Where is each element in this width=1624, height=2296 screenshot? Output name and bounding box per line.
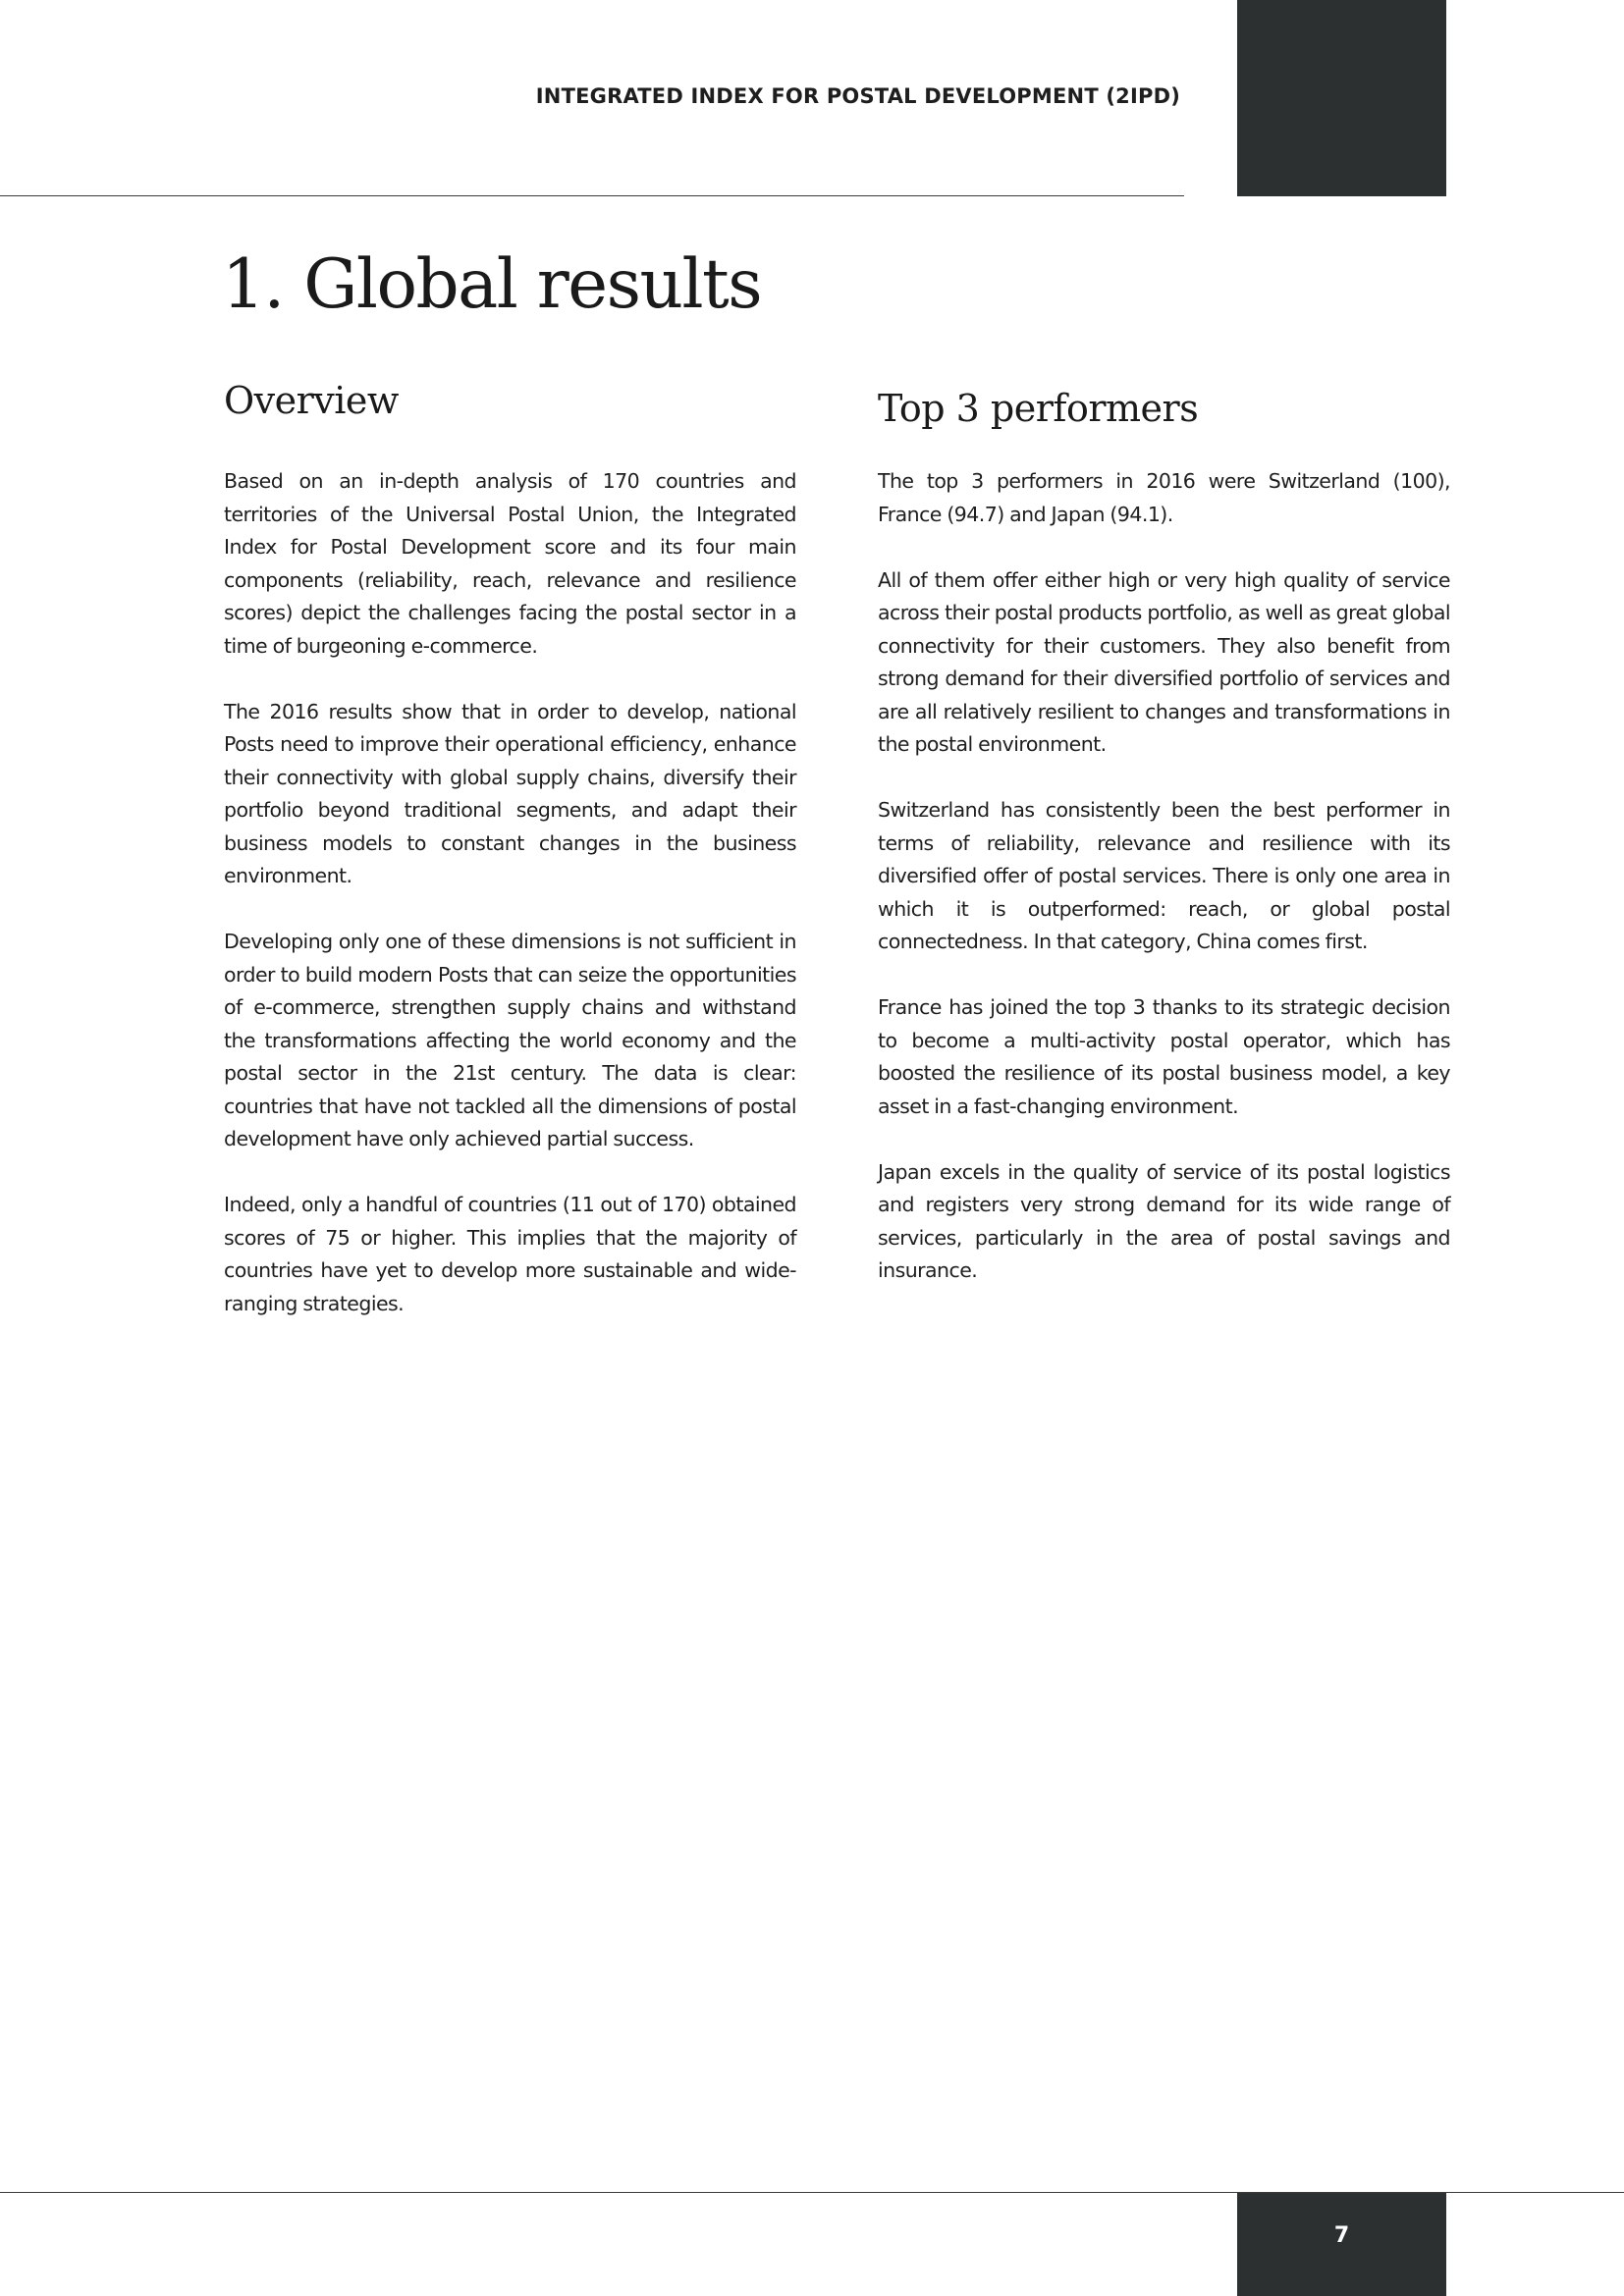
top-performers-paragraph: All of them offer either high or very high quality of service across their postal products portfolio, as well as great global connectivity for their customers. They also benefit from strong demand for their diversified portfolio of services and are all relatively resilient to changes and transformations in the postal environment. bbox=[878, 567, 1450, 756]
page-number: 7 bbox=[1333, 2223, 1350, 2248]
top-performers-heading: Top 3 performers bbox=[878, 387, 1199, 430]
top-performers-paragraph: France has joined the top 3 thanks to its strategic decision to become a multi-activity postal operator, which has boosted the resilience of its postal business model, a key asset in a fast-changing environment. bbox=[878, 995, 1450, 1118]
top-performers-section bbox=[878, 387, 1450, 1320]
top-performers-paragraph: Japan excels in the quality of service of its postal logistics and registers very strong demand for its wide range of services, particularly in the area of postal savings and insurance. bbox=[878, 1159, 1450, 1282]
overview-paragraph: Developing only one of these dimensions is not sufficient in order to build modern Posts that can seize the opportunities of e-commerce, strengthen supply chains and withstand the transformations affecting the world economy and the postal sector in the 21st century. The data is clear: countries that have not tackled all the dimensions of postal development have only achieved partial success. bbox=[224, 930, 796, 1150]
running-header: INTEGRATED INDEX FOR POSTAL DEVELOPMENT (2IPD) bbox=[535, 84, 1180, 108]
header-divider bbox=[0, 195, 1184, 196]
overview-section bbox=[224, 379, 796, 1354]
top-performers-paragraph: Switzerland has consistently been the best performer in terms of reliability, relevance and resilience with its diversified offer of postal services. There is only one area in which it is outperformed: reach, or global postal connectedness. In that category, China comes first. bbox=[878, 798, 1450, 953]
overview-heading: Overview bbox=[224, 379, 399, 422]
overview-paragraph: Based on an in-depth analysis of 170 countries and territories of the Universal Postal Union, the Integrated Index for Postal Development score and its four main components (reliability, reach, relevance and resilience scores) depict the challenges facing the postal sector in a time of burgeoning e-commerce. bbox=[224, 469, 796, 658]
top-performers-paragraph: The top 3 performers in 2016 were Switzerland (100), France (94.7) and Japan (94.1). bbox=[878, 469, 1450, 526]
overview-paragraph: The 2016 results show that in order to develop, national Posts need to improve their operational efficiency, enhance their connectivity with global supply chains, diversify their portfolio beyond traditional segments, and adapt their business models to constant changes in the business environment. bbox=[224, 699, 796, 887]
overview-paragraph: Indeed, only a handful of countries (11 out of 170) obtained scores of 75 or higher. This implies that the majority of countries have yet to develop more sustainable and wide-ranging strategies. bbox=[224, 1193, 796, 1315]
page-title: 1. Global results bbox=[222, 245, 762, 324]
header-tab-block bbox=[1237, 0, 1446, 196]
